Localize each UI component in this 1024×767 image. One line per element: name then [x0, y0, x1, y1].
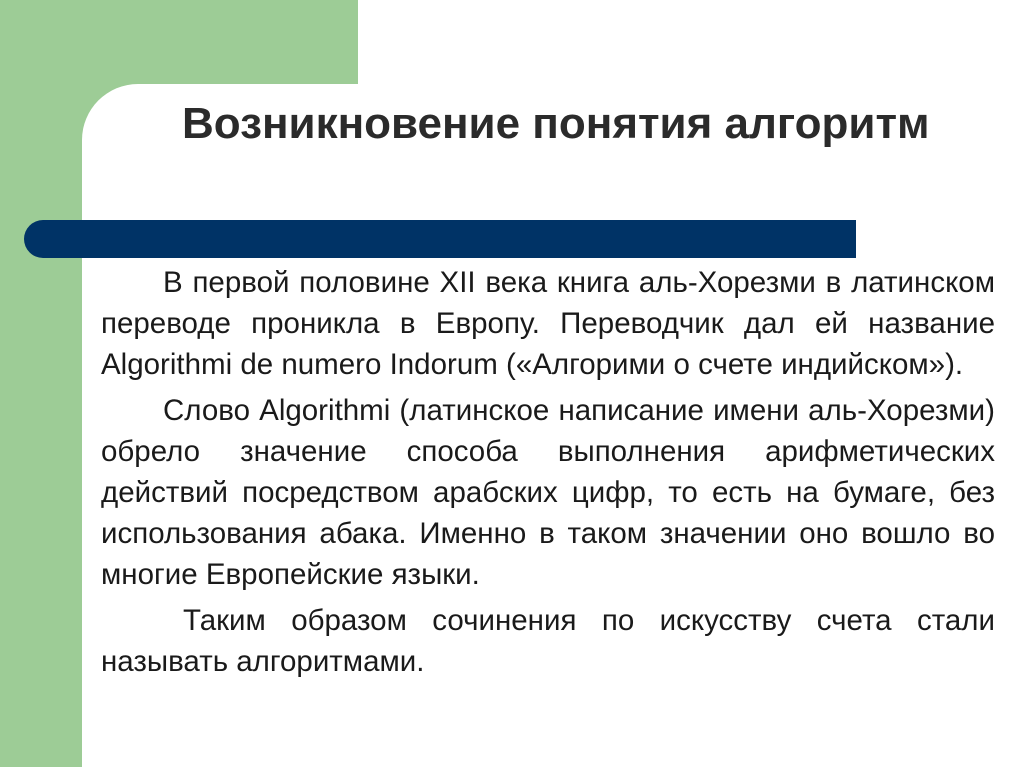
title-underline-bar — [24, 220, 856, 258]
paragraph: Слово Algorithmi (латинское написание имени аль-Хорезми) обрело значение способа выполнения арифметических действий посредством арабских цифр, то есть на бумаге, без использования абака. Именно в таком значении оно вошло во многие Европейские языки. — [101, 394, 995, 591]
slide-body — [101, 262, 995, 687]
slide-title: Возникновение понятия алгоритм — [182, 99, 930, 148]
paragraph: Таким образом сочинения по искусству счета стали называть алгоритмами. — [101, 604, 995, 678]
paragraph: В первой половине XII века книга аль-Хорезми в латинском переводе проникла в Европу. Переводчик дал ей название Algorithmi de numero Indorum («Алгорими о счете индийском»). — [101, 266, 995, 381]
